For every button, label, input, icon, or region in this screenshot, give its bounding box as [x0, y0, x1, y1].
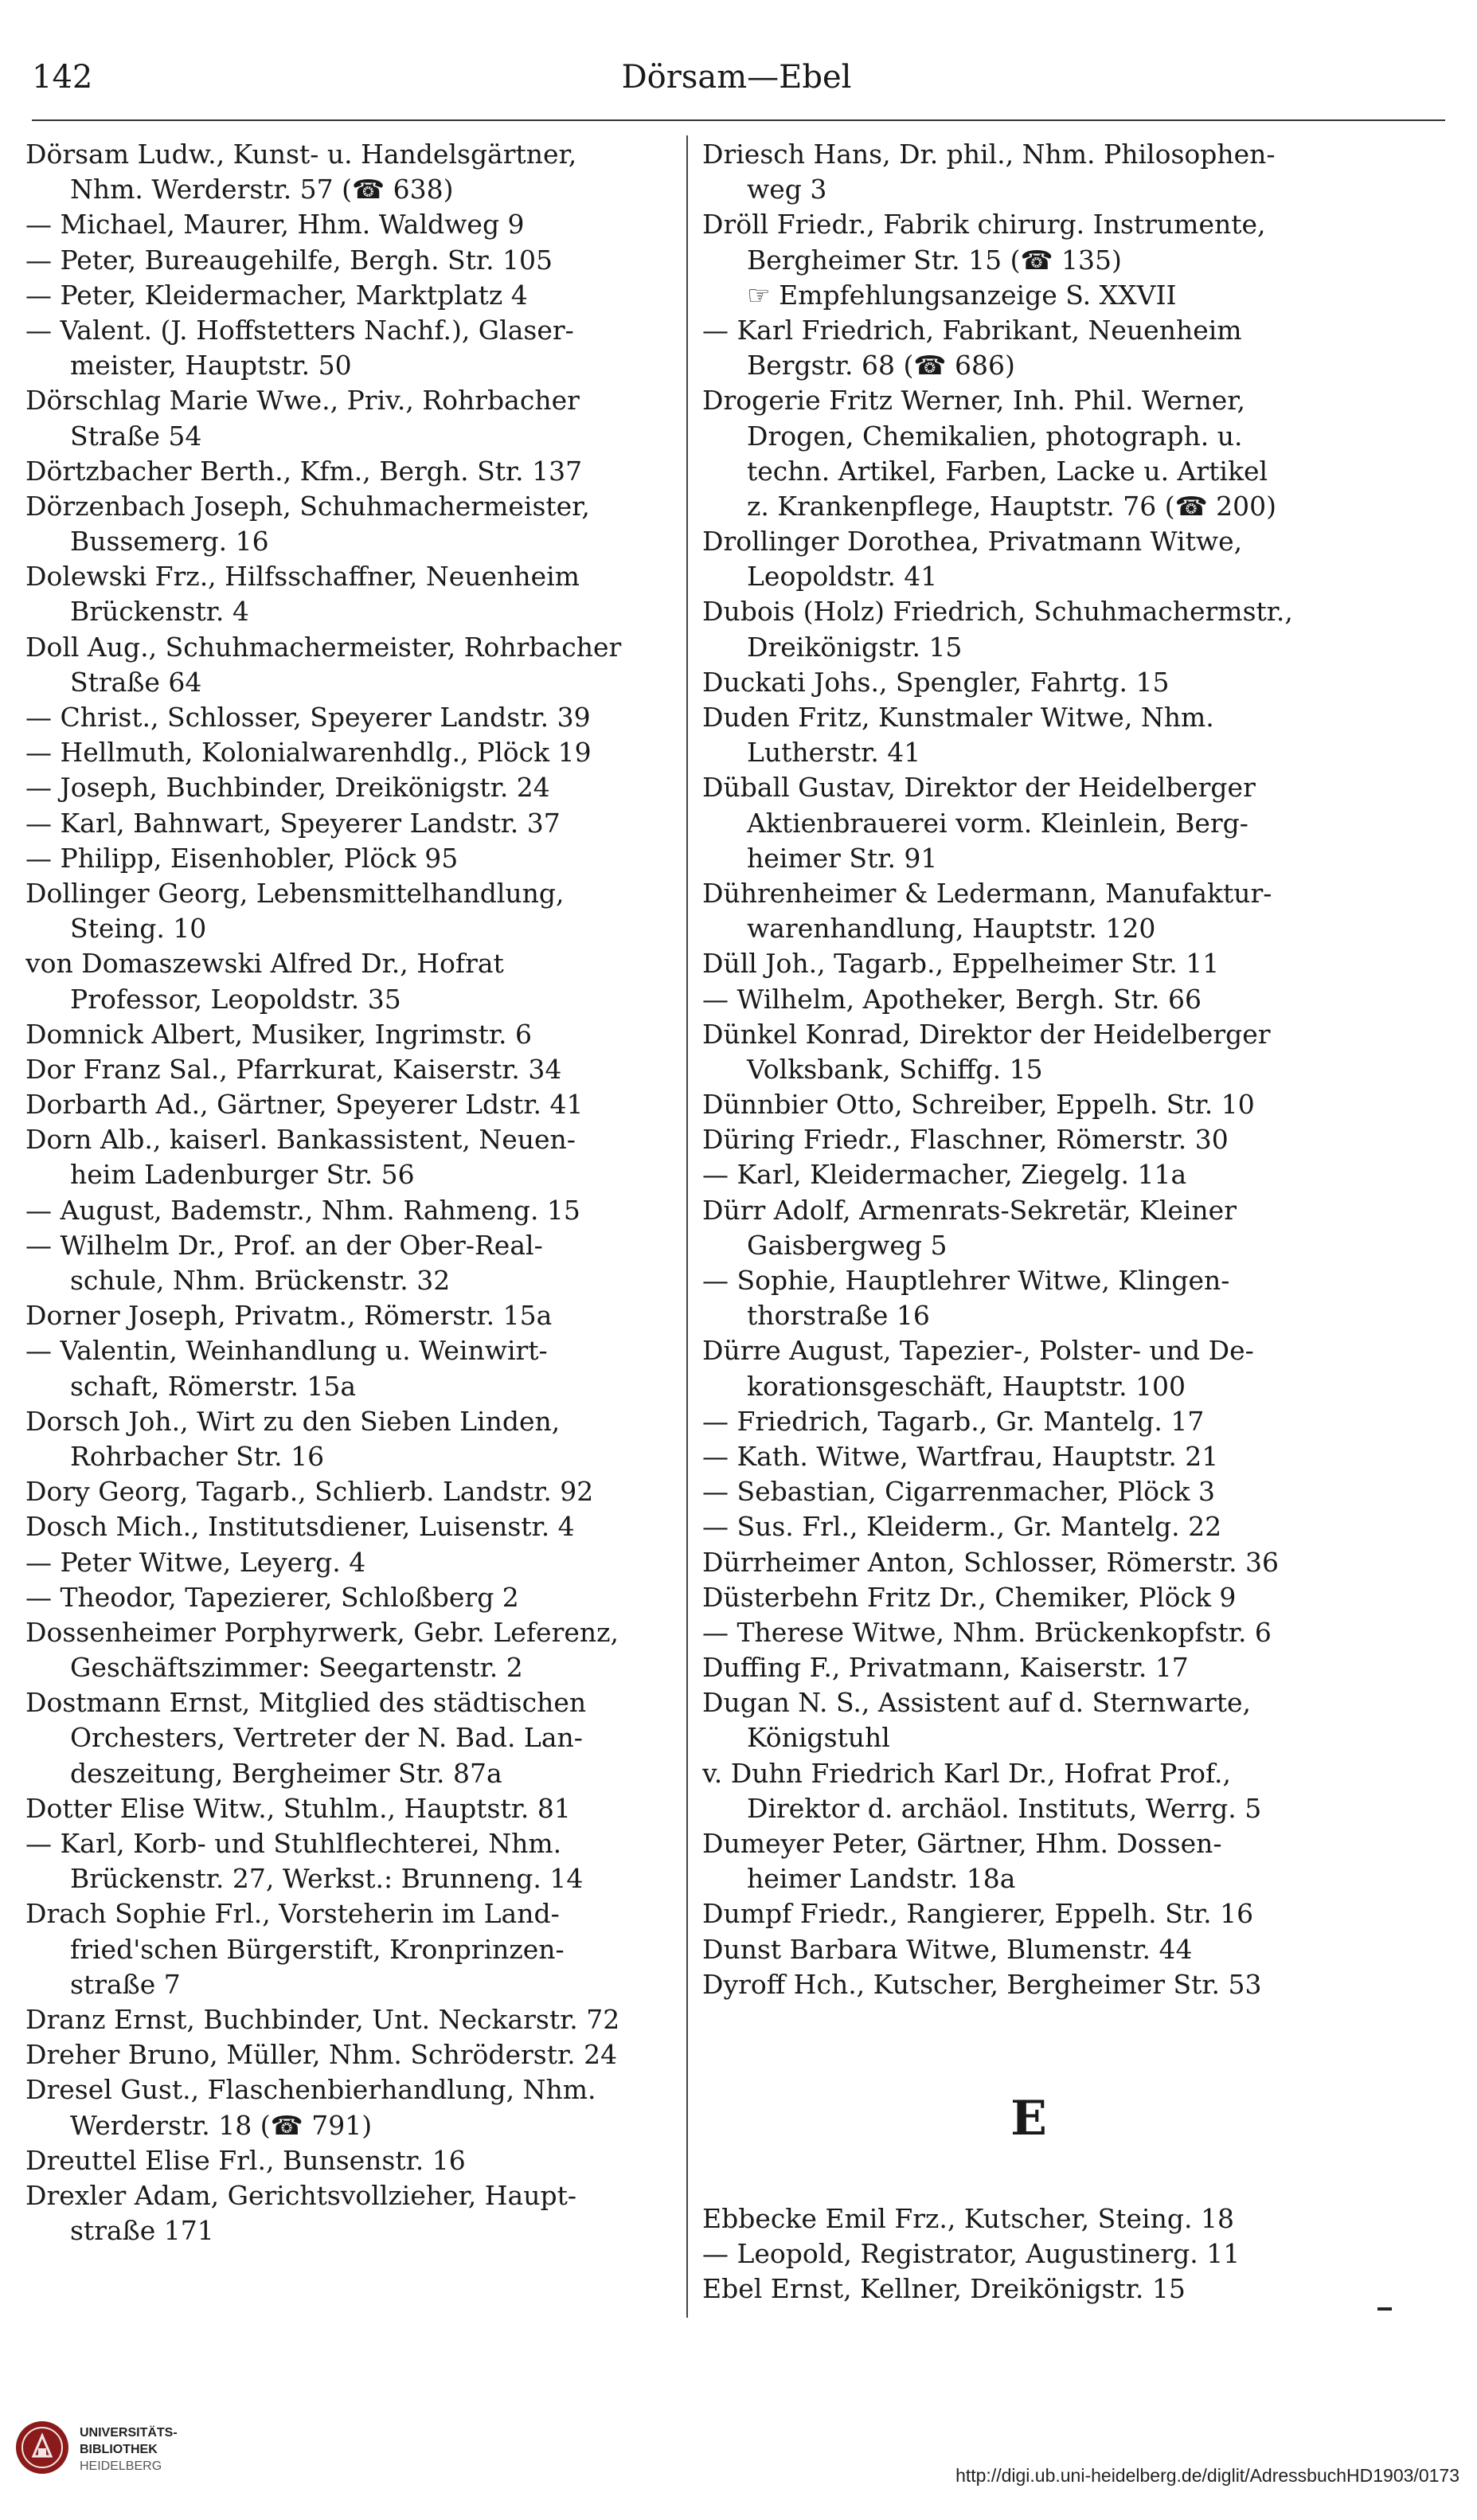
directory-entry-line: warenhandlung, Hauptstr. 120	[747, 913, 1156, 945]
directory-entry-line: Gaisbergweg 5	[747, 1229, 948, 1261]
directory-entry-line: — Michael, Maurer, Hhm. Waldweg 9	[25, 209, 525, 241]
directory-entry-line: Dotter Elise Witw., Stuhlm., Hauptstr. 81	[25, 1792, 571, 1824]
directory-entry-line: — Therese Witwe, Nhm. Brückenkopfstr. 6	[702, 1616, 1272, 1648]
directory-entry-line: Professor, Leopoldstr. 35	[70, 983, 401, 1015]
directory-entry-line: Dürrheimer Anton, Schlosser, Römerstr. 36	[702, 1546, 1280, 1578]
directory-entry-line: — Sophie, Hauptlehrer Witwe, Klingen-	[702, 1265, 1230, 1296]
directory-entry-line: heimer Landstr. 18a	[747, 1863, 1016, 1895]
directory-entry-line: — Peter, Kleidermacher, Marktplatz 4	[25, 279, 528, 311]
directory-entry-line: Dührenheimer & Ledermann, Manufaktur-	[702, 877, 1272, 909]
directory-entry-line: Königstuhl	[747, 1722, 890, 1754]
page-header	[32, 49, 1441, 105]
directory-entry-line: fried'schen Bürgerstift, Kronprinzen-	[70, 1933, 565, 1965]
directory-entry-line: Geschäftszimmer: Seegartenstr. 2	[70, 1652, 523, 1684]
page-footer	[0, 2405, 1477, 2520]
directory-entry-line: Dory Georg, Tagarb., Schlierb. Landstr. 92	[25, 1476, 594, 1508]
directory-entry-line: Bergstr. 68 (☎ 686)	[747, 350, 1015, 382]
section-e-entries	[702, 2201, 1355, 2307]
directory-entry-line: Düsterbehn Fritz Dr., Chemiker, Plöck 9	[702, 1581, 1237, 1613]
directory-entry-line: von Domaszewski Alfred Dr., Hofrat	[25, 948, 504, 980]
directory-entry-line: Straße 64	[70, 666, 202, 698]
directory-entry-line: — Philipp, Eisenhobler, Plöck 95	[25, 842, 459, 874]
directory-entry-line: Brückenstr. 4	[70, 596, 249, 628]
left-column	[25, 137, 682, 2248]
directory-entry-line: Dollinger Georg, Lebensmittelhandlung,	[25, 877, 565, 909]
directory-entry-line: z. Krankenpflege, Hauptstr. 76 (☎ 200)	[747, 490, 1277, 522]
directory-entry-line: Driesch Hans, Dr. phil., Nhm. Philosophen-	[702, 139, 1276, 170]
directory-entry-line: Leopoldstr. 41	[747, 561, 938, 593]
directory-entry-line: — Karl, Kleidermacher, Ziegelg. 11a	[702, 1159, 1187, 1191]
directory-entry-line: schule, Nhm. Brückenstr. 32	[70, 1265, 451, 1296]
directory-entry-line: Ebbecke Emil Frz., Kutscher, Steing. 18	[702, 2203, 1234, 2234]
directory-entry-line: Doll Aug., Schuhmachermeister, Rohrbacher	[25, 631, 622, 663]
directory-entry-line: — Peter Witwe, Leyerg. 4	[25, 1546, 366, 1578]
directory-entry-line: Dörschlag Marie Wwe., Priv., Rohrbacher	[25, 385, 580, 417]
library-logo-text	[80, 2424, 178, 2475]
directory-entry-line: Ebel Ernst, Kellner, Dreikönigstr. 15	[702, 2273, 1186, 2305]
section-letter-e: E	[1010, 2091, 1047, 2146]
directory-entry-line: Dreher Bruno, Müller, Nhm. Schröderstr. 24	[25, 2039, 618, 2071]
directory-entry-line: Dosch Mich., Institutsdiener, Luisenstr. 4	[25, 1511, 575, 1543]
directory-entry-line: Dörtzbacher Berth., Kfm., Bergh. Str. 137	[25, 455, 583, 487]
directory-entry-line: Direktor d. archäol. Instituts, Werrg. 5	[747, 1792, 1262, 1824]
directory-entry-line: Dröll Friedr., Fabrik chirurg. Instrumente,	[702, 209, 1266, 241]
directory-entry-line: Dranz Ernst, Buchbinder, Unt. Neckarstr. 72	[25, 2003, 620, 2035]
directory-entry-line: — Hellmuth, Kolonialwarenhdlg., Plöck 19	[25, 737, 592, 769]
directory-entry-line: Lutherstr. 41	[747, 737, 921, 769]
directory-entry-line: Dossenheimer Porphyrwerk, Gebr. Leferenz,	[25, 1616, 619, 1648]
directory-entry-line: — Valent. (J. Hoffstetters Nachf.), Glaser-	[25, 314, 574, 346]
directory-entry-line: — Friedrich, Tagarb., Gr. Mantelg. 17	[702, 1405, 1205, 1437]
directory-entry-line: Dünnbier Otto, Schreiber, Eppelh. Str. 10	[702, 1089, 1255, 1121]
page-number: 142	[32, 59, 93, 96]
directory-entry-line: Dreuttel Elise Frl., Bunsenstr. 16	[25, 2144, 466, 2176]
directory-entry-line: Dostmann Ernst, Mitglied des städtischen	[25, 1687, 587, 1719]
directory-entry-line: Steing. 10	[70, 913, 207, 945]
directory-entry-line: Straße 54	[70, 420, 202, 452]
directory-entry-line: Brückenstr. 27, Werkst.: Brunneng. 14	[70, 1863, 584, 1895]
directory-entry-line: Drexler Adam, Gerichtsvollzieher, Haupt-	[25, 2179, 577, 2211]
directory-entry-line: — August, Bademstr., Nhm. Rahmeng. 15	[25, 1194, 580, 1226]
directory-entry-line: Bergheimer Str. 15 (☎ 135)	[747, 244, 1122, 276]
directory-entry-line: ☞ Empfehlungsanzeige S. XXVII	[747, 279, 1177, 311]
directory-entry-line: — Karl, Korb- und Stuhlflechterei, Nhm.	[25, 1828, 562, 1859]
directory-entry-line: — Joseph, Buchbinder, Dreikönigstr. 24	[25, 772, 550, 804]
directory-entry-line: straße 7	[70, 1968, 181, 2000]
directory-entry-line: Dugan N. S., Assistent auf d. Sternwarte,	[702, 1687, 1252, 1719]
directory-entry-line: schaft, Römerstr. 15a	[70, 1370, 357, 1402]
directory-entry-line: — Sebastian, Cigarrenmacher, Plöck 3	[702, 1476, 1215, 1508]
directory-entry-line: Dubois (Holz) Friedrich, Schuhmachermstr.,	[702, 596, 1293, 628]
directory-entry-line: Dumeyer Peter, Gärtner, Hhm. Dossen-	[702, 1828, 1222, 1859]
directory-entry-line: deszeitung, Bergheimer Str. 87a	[70, 1757, 502, 1789]
logo-line-3: HEIDELBERG	[80, 2459, 162, 2473]
directory-entry-line: Dünkel Konrad, Direktor der Heidelberger	[702, 1018, 1271, 1050]
directory-entry-line: Dresel Gust., Flaschenbierhandlung, Nhm.	[25, 2074, 596, 2106]
directory-entry-line: Duffing F., Privatmann, Kaiserstr. 17	[702, 1652, 1189, 1684]
directory-entry-line: Dreikönigstr. 15	[747, 631, 963, 663]
directory-entry-line: Dyroff Hch., Kutscher, Bergheimer Str. 53	[702, 1968, 1262, 2000]
directory-entry-line: Dorner Joseph, Privatm., Römerstr. 15a	[25, 1300, 553, 1332]
column-divider	[686, 135, 688, 2318]
directory-entry-line: korationsgeschäft, Hauptstr. 100	[747, 1370, 1186, 1402]
header-rule	[32, 119, 1445, 121]
directory-entry-line: Nhm. Werderstr. 57 (☎ 638)	[70, 174, 454, 205]
source-url[interactable]: http://digi.ub.uni-heidelberg.de/diglit/AdressbuchHD1903/0173	[955, 2465, 1459, 2486]
printer-mark	[1377, 2307, 1392, 2311]
directory-entry-line: Dürre August, Tapezier-, Polster- und De-	[702, 1335, 1254, 1367]
directory-entry-line: Dürr Adolf, Armenrats-Sekretär, Kleiner	[702, 1194, 1237, 1226]
logo-line-2: BIBLIOTHEK	[80, 2443, 158, 2456]
directory-entry-line: Werderstr. 18 (☎ 791)	[70, 2109, 373, 2141]
directory-entry-line: Düball Gustav, Direktor der Heidelberger	[702, 772, 1256, 804]
directory-entry-line: Duckati Johs., Spengler, Fahrtg. 15	[702, 666, 1170, 698]
directory-entry-line: — Leopold, Registrator, Augustinerg. 11	[702, 2238, 1241, 2270]
directory-entry-line: Rohrbacher Str. 16	[70, 1440, 325, 1472]
directory-entry-line: Dorn Alb., kaiserl. Bankassistent, Neuen-	[25, 1124, 576, 1156]
directory-entry-line: Volksbank, Schiffg. 15	[747, 1053, 1043, 1085]
directory-entry-line: — Karl Friedrich, Fabrikant, Neuenheim	[702, 314, 1242, 346]
directory-entry-line: Duden Fritz, Kunstmaler Witwe, Nhm.	[702, 702, 1214, 733]
directory-entry-line: Dörzenbach Joseph, Schuhmachermeister,	[25, 490, 590, 522]
directory-entry-line: Drogen, Chemikalien, photograph. u.	[747, 420, 1243, 452]
directory-entry-line: — Wilhelm, Apotheker, Bergh. Str. 66	[702, 983, 1202, 1015]
directory-entry-line: Drollinger Dorothea, Privatmann Witwe,	[702, 526, 1243, 558]
directory-entry-line: Dolewski Frz., Hilfsschaffner, Neuenheim	[25, 561, 580, 593]
directory-entry-line: Dunst Barbara Witwe, Blumenstr. 44	[702, 1933, 1193, 1965]
directory-entry-line: Dumpf Friedr., Rangierer, Eppelh. Str. 16	[702, 1898, 1254, 1930]
directory-entry-line: weg 3	[747, 174, 827, 205]
directory-entry-line: — Theodor, Tapezierer, Schloßberg 2	[25, 1581, 519, 1613]
directory-entry-line: — Karl, Bahnwart, Speyerer Landstr. 37	[25, 807, 561, 839]
right-column	[702, 137, 1355, 2002]
directory-entry-line: v. Duhn Friedrich Karl Dr., Hofrat Prof.,	[702, 1757, 1231, 1789]
directory-entry-line: — Peter, Bureaugehilfe, Bergh. Str. 105	[25, 244, 553, 276]
directory-entry-line: Düring Friedr., Flaschner, Römerstr. 30	[702, 1124, 1229, 1156]
library-seal-icon	[14, 2420, 70, 2475]
directory-entry-line: — Sus. Frl., Kleiderm., Gr. Mantelg. 22	[702, 1511, 1222, 1543]
directory-entry-line: thorstraße 16	[747, 1300, 930, 1332]
directory-entry-line: Drogerie Fritz Werner, Inh. Phil. Werner,	[702, 385, 1245, 417]
directory-entry-line: Drach Sophie Frl., Vorsteherin im Land-	[25, 1898, 560, 1930]
directory-entry-line: — Wilhelm Dr., Prof. an der Ober-Real-	[25, 1229, 543, 1261]
directory-entry-line: Bussemerg. 16	[70, 526, 269, 558]
directory-entry-line: — Christ., Schlosser, Speyerer Landstr. 39	[25, 702, 591, 733]
directory-entry-line: heimer Str. 91	[747, 842, 938, 874]
directory-entry-line: Orchesters, Vertreter der N. Bad. Lan-	[70, 1722, 583, 1754]
directory-entry-line: — Valentin, Weinhandlung u. Weinwirt-	[25, 1335, 548, 1367]
directory-entry-line: Domnick Albert, Musiker, Ingrimstr. 6	[25, 1018, 532, 1050]
directory-entry-line: Düll Joh., Tagarb., Eppelheimer Str. 11	[702, 948, 1220, 980]
directory-entry-line: Aktienbrauerei vorm. Kleinlein, Berg-	[747, 807, 1248, 839]
directory-entry-line: straße 171	[70, 2215, 214, 2247]
directory-entry-line: — Kath. Witwe, Wartfrau, Hauptstr. 21	[702, 1440, 1219, 1472]
directory-entry-line: heim Ladenburger Str. 56	[70, 1159, 415, 1191]
directory-entry-line: Dorbarth Ad., Gärtner, Speyerer Ldstr. 41	[25, 1089, 584, 1121]
directory-entry-line: Dor Franz Sal., Pfarrkurat, Kaiserstr. 34	[25, 1053, 562, 1085]
directory-entry-line: Dörsam Ludw., Kunst- u. Handelsgärtner,	[25, 139, 577, 170]
logo-line-1: UNIVERSITÄTS-	[80, 2426, 178, 2440]
directory-entry-line: techn. Artikel, Farben, Lacke u. Artikel	[747, 455, 1268, 487]
directory-entry-line: Dorsch Joh., Wirt zu den Sieben Linden,	[25, 1405, 561, 1437]
running-head: Dörsam—Ebel	[621, 59, 852, 96]
directory-entry-line: meister, Hauptstr. 50	[70, 350, 352, 382]
